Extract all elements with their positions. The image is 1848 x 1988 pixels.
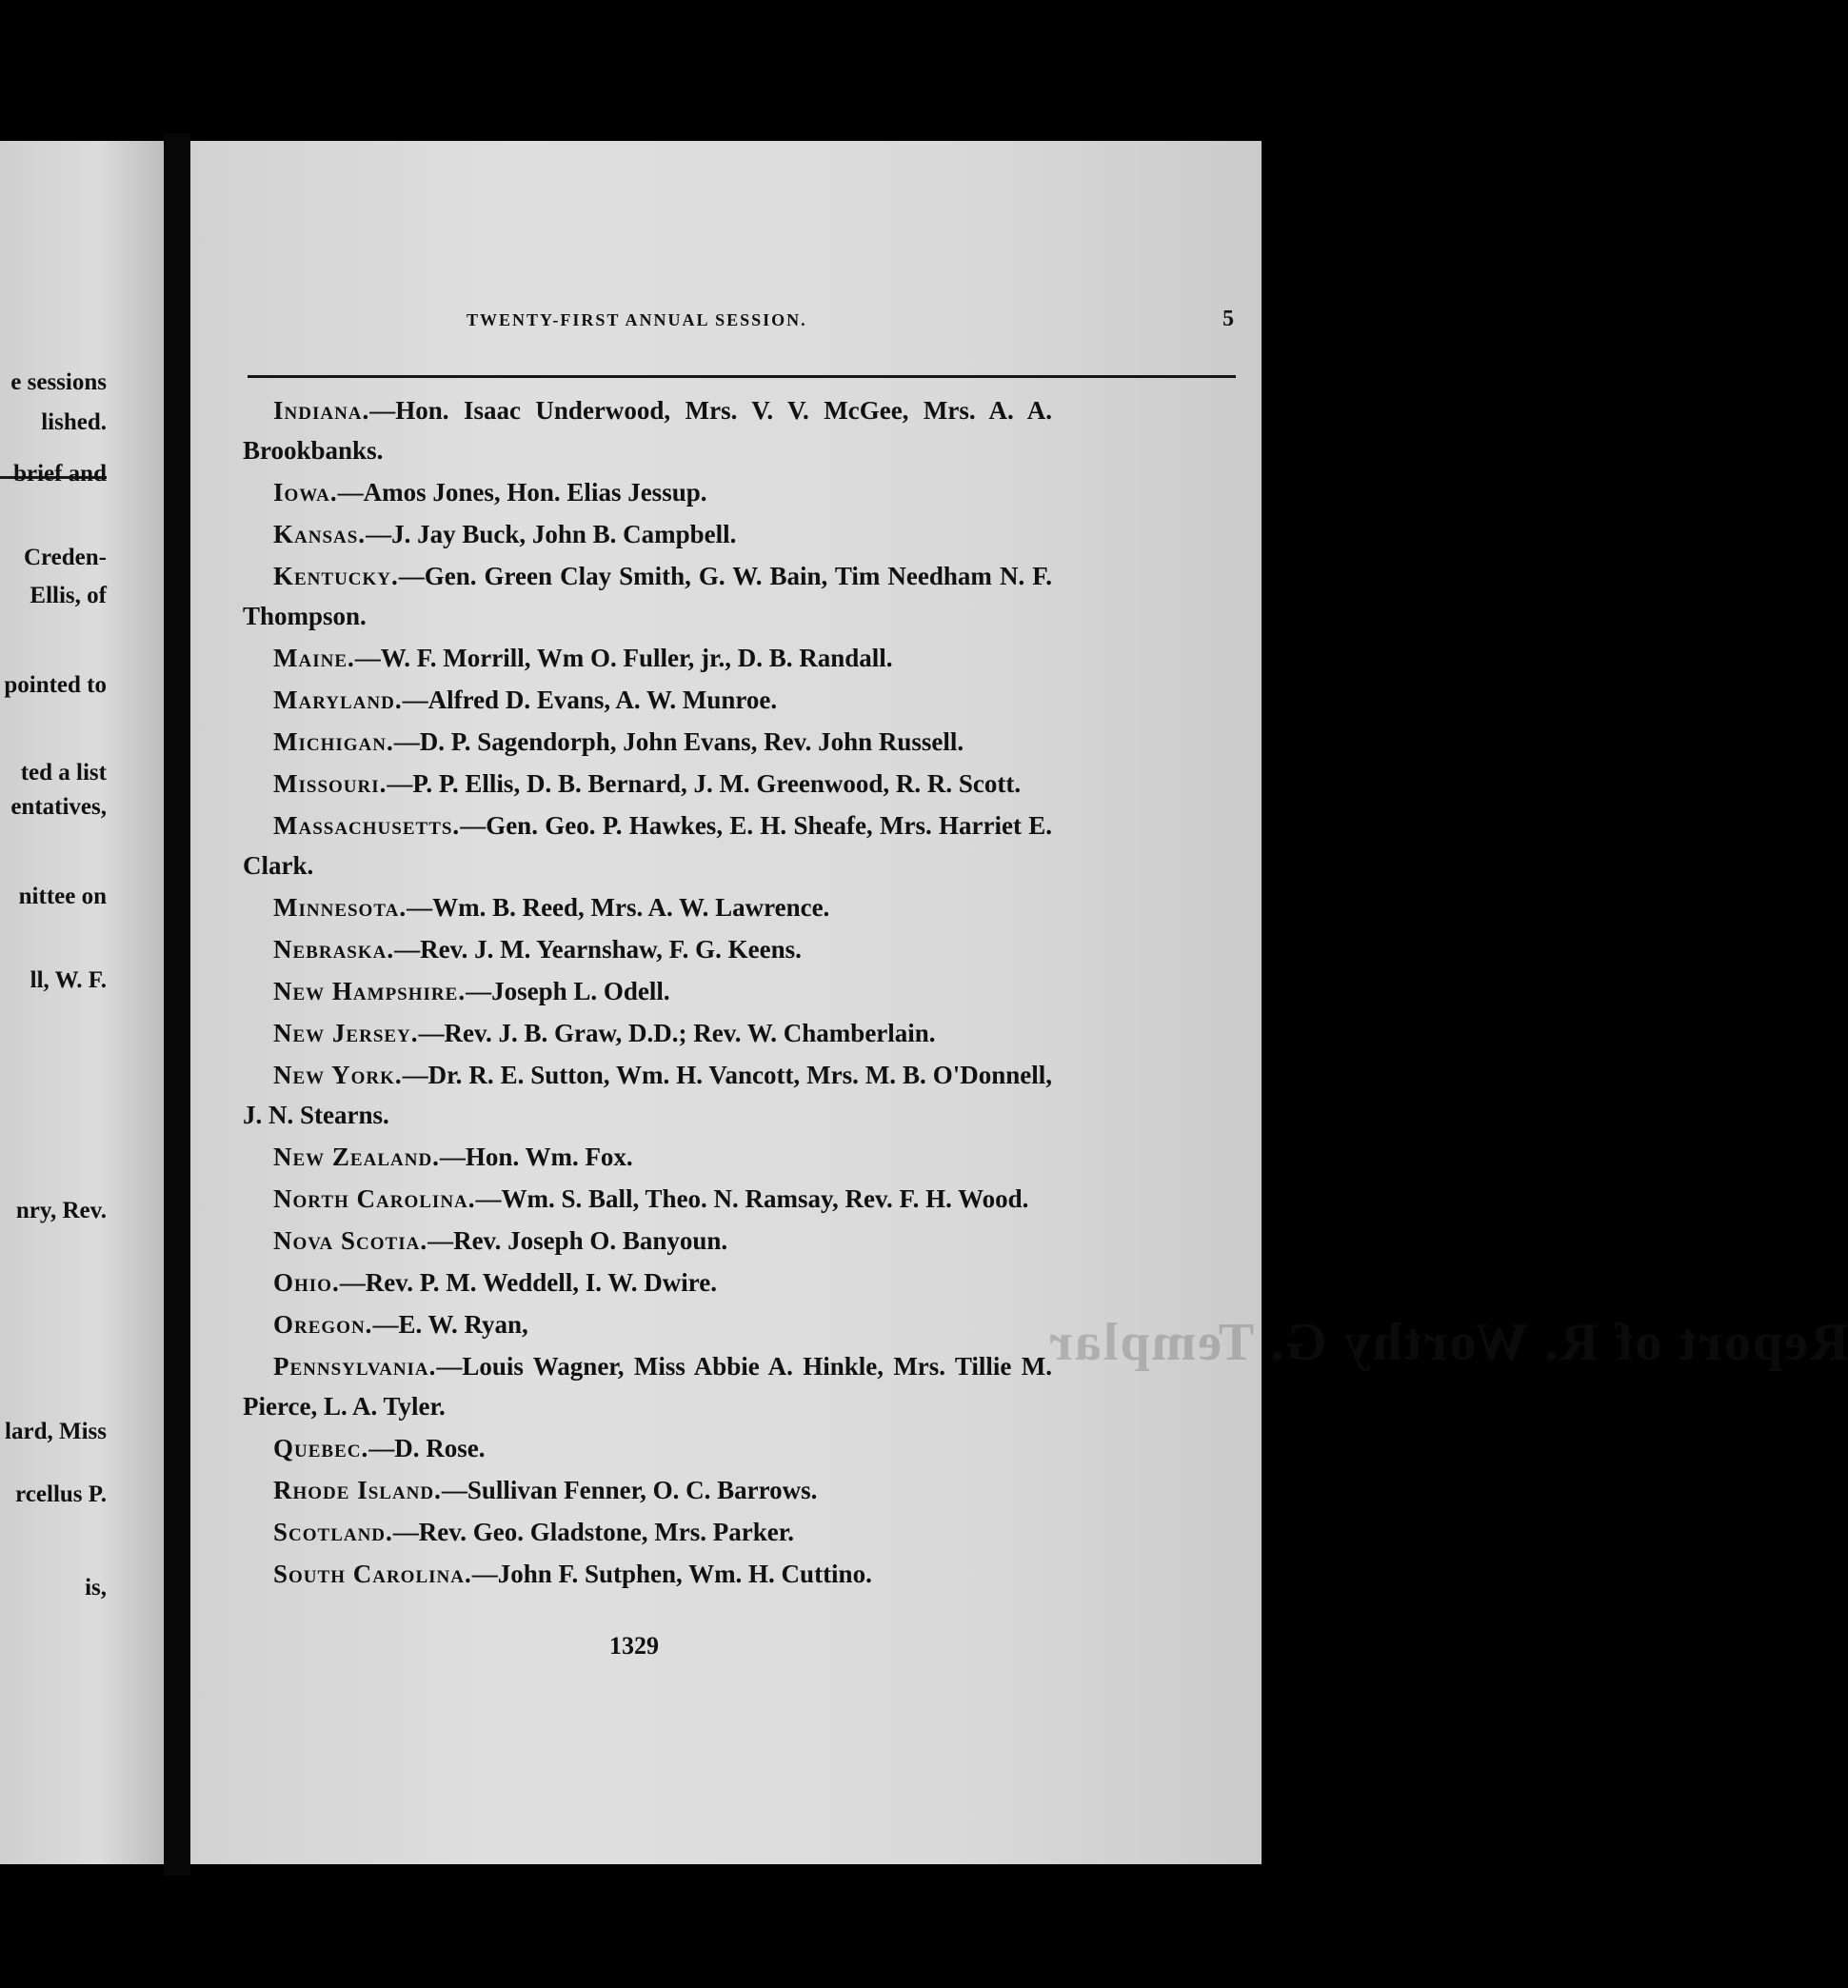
state-name: Kansas. <box>273 520 367 548</box>
delegate-names: —Rev. J. B. Graw, D.D.; Rev. W. Chamberlain. <box>418 1019 936 1047</box>
delegate-names: —Wm. S. Ball, Theo. N. Ramsay, Rev. F. H. Wood. <box>475 1184 1029 1213</box>
left-fragment: pointed to <box>4 672 107 698</box>
delegation-entry <box>243 1055 1052 1135</box>
delegate-names: —Rev. Geo. Gladstone, Mrs. Parker. <box>392 1518 794 1546</box>
delegation-entry <box>243 805 1052 885</box>
delegate-names: —D. P. Sagendorph, John Evans, Rev. John Russell. <box>393 727 964 756</box>
state-name: Quebec. <box>273 1434 369 1462</box>
state-name: Oregon. <box>273 1310 373 1339</box>
delegation-entry <box>243 1554 1052 1594</box>
delegation-entry <box>243 1262 1052 1302</box>
delegate-names: —E. W. Ryan, <box>372 1310 528 1339</box>
left-fragment: brief and <box>13 461 107 487</box>
delegate-names: —Rev. Joseph O. Banyoun. <box>427 1226 728 1255</box>
delegate-names: —Rev. J. M. Yearnshaw, F. G. Keens. <box>394 935 802 964</box>
document-page <box>190 141 1848 1864</box>
delegation-entry <box>243 1470 1052 1510</box>
delegation-entry <box>243 1346 1052 1426</box>
state-name: Rhode Island. <box>273 1476 442 1504</box>
state-name: South Carolina. <box>273 1560 472 1588</box>
page-number: 5 <box>1222 307 1234 331</box>
signature-number: 1329 <box>609 1632 659 1660</box>
delegation-entry <box>243 887 1052 927</box>
state-name: Minnesota. <box>273 893 407 922</box>
delegate-names: —Gen. Geo. P. Hawkes, E. H. Sheafe, Mrs. Harriet E. Clark. <box>243 811 1052 880</box>
delegation-entry <box>243 929 1052 969</box>
left-fragment: Ellis, of <box>30 583 107 608</box>
left-fragment: lard, Miss <box>5 1419 107 1444</box>
show-through-stamp: Report of R. Worthy G. Templar <box>1047 1313 1848 1372</box>
state-name: Massachusetts. <box>273 811 461 840</box>
state-name: New York. <box>273 1061 403 1089</box>
state-name: Maine. <box>273 644 355 672</box>
left-fragment: e sessions <box>10 369 107 395</box>
state-name: Indiana. <box>273 396 370 425</box>
page-header <box>467 307 1247 348</box>
delegates-list <box>243 390 1052 1596</box>
delegate-names: —John F. Sutphen, Wm. H. Cuttino. <box>471 1560 872 1588</box>
left-fragment: ted a list <box>20 760 107 785</box>
state-name: Nebraska. <box>273 935 395 964</box>
delegation-entry <box>243 556 1052 636</box>
delegation-entry <box>243 1304 1052 1344</box>
state-name: Iowa. <box>273 478 338 507</box>
delegation-entry <box>243 1428 1052 1468</box>
state-name: Maryland. <box>273 686 403 714</box>
delegation-entry <box>243 1512 1052 1552</box>
delegate-names: —Gen. Green Clay Smith, G. W. Bain, Tim Needham N. F. Thompson. <box>243 562 1052 630</box>
delegate-names: —Hon. Isaac Underwood, Mrs. V. V. McGee, Mrs. A. A. Brookbanks. <box>243 396 1052 465</box>
delegate-names: —P. P. Ellis, D. B. Bernard, J. M. Greenwood, R. R. Scott. <box>387 769 1022 798</box>
left-page-fragment <box>0 141 164 1864</box>
state-name: Nova Scotia. <box>273 1226 428 1255</box>
book-gutter <box>164 133 190 1876</box>
delegate-names: —Amos Jones, Hon. Elias Jessup. <box>337 478 707 507</box>
left-fragment: nry, Rev. <box>15 1198 107 1223</box>
left-fragment: is, <box>85 1575 107 1600</box>
delegate-names: —W. F. Morrill, Wm O. Fuller, jr., D. B. Randall. <box>354 644 893 672</box>
left-fragment: entatives, <box>10 794 107 820</box>
delegation-entry <box>243 1137 1052 1177</box>
delegation-entry <box>243 764 1052 804</box>
delegation-entry <box>243 390 1052 470</box>
delegate-names: —Louis Wagner, Miss Abbie A. Hinkle, Mrs. Tillie M. Pierce, L. A. Tyler. <box>243 1352 1052 1421</box>
delegation-entry <box>243 514 1052 554</box>
state-name: New Hampshire. <box>273 977 467 1005</box>
delegate-names: —Sullivan Fenner, O. C. Barrows. <box>441 1476 818 1504</box>
left-fragment: Creden- <box>23 545 107 570</box>
delegate-names: —Joseph L. Odell. <box>466 977 670 1005</box>
state-name: Kentucky. <box>273 562 399 590</box>
left-fragment: rcellus P. <box>15 1481 107 1507</box>
header-rule <box>248 375 1236 378</box>
delegation-entry <box>243 1221 1052 1261</box>
delegate-names: —Rev. P. M. Weddell, I. W. Dwire. <box>339 1268 717 1297</box>
delegation-entry <box>243 638 1052 678</box>
state-name: Missouri. <box>273 769 387 798</box>
state-name: Michigan. <box>273 727 394 756</box>
state-name: New Zealand. <box>273 1143 440 1171</box>
running-title: TWENTY-FIRST ANNUAL SESSION. <box>467 310 807 329</box>
delegate-names: —Dr. R. E. Sutton, Wm. H. Vancott, Mrs. M. B. O'Donnell, J. N. Stearns. <box>243 1061 1052 1129</box>
delegation-entry <box>243 1179 1052 1219</box>
delegate-names: —Wm. B. Reed, Mrs. A. W. Lawrence. <box>407 893 830 922</box>
delegate-names: —J. Jay Buck, John B. Campbell. <box>366 520 737 548</box>
left-fragment: lished. <box>41 409 107 435</box>
delegation-entry <box>243 1013 1052 1053</box>
delegation-entry <box>243 472 1052 512</box>
delegation-entry <box>243 722 1052 762</box>
delegate-names: —Hon. Wm. Fox. <box>439 1143 633 1171</box>
left-fragment: nittee on <box>18 884 107 909</box>
delegate-names: —Alfred D. Evans, A. W. Munroe. <box>402 686 778 714</box>
left-fragment: ll, W. F. <box>30 967 107 993</box>
delegate-names: —D. Rose. <box>368 1434 486 1462</box>
state-name: Scotland. <box>273 1518 393 1546</box>
state-name: New Jersey. <box>273 1019 419 1047</box>
state-name: North Carolina. <box>273 1184 476 1213</box>
delegation-entry <box>243 680 1052 720</box>
state-name: Pennsylvania. <box>273 1352 437 1381</box>
delegation-entry <box>243 971 1052 1011</box>
state-name: Ohio. <box>273 1268 340 1297</box>
